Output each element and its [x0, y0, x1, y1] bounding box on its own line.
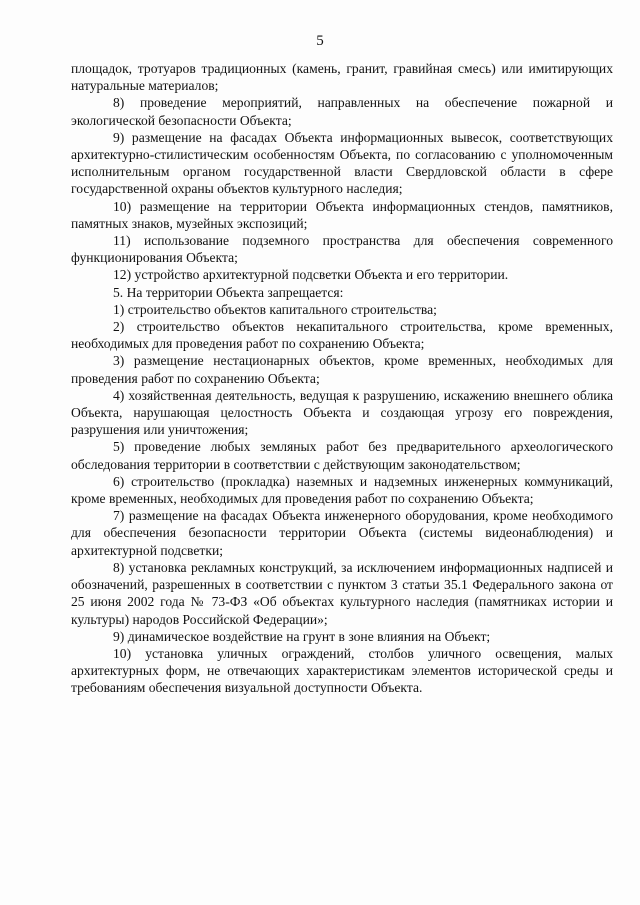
- prohibited-item-4: 4) хозяйственная деятельность, ведущая к разрушению, искажению внешнего облика Объекта, нарушающая целостность Объекта и создающая угрозу его повреждения, разрушения или уничтожения;: [71, 387, 613, 438]
- prohibited-item-3: 3) размещение нестационарных объектов, кроме временных, необходимых для проведения работ по сохранению Объекта;: [71, 353, 613, 386]
- prohibited-item-1: 1) строительство объектов капитального строительства;: [113, 301, 437, 317]
- paragraph-item-9-signage: 9) размещение на фасадах Объекта информационных вывесок, соответствующих архитектурно-стилистическим особенностям Объекта, по согласованию с уполномоченным исполнительным органом государственной власти Свердловской области в сфере государственной охраны объектов культурного наследия;: [71, 129, 613, 197]
- prohibited-item-8: 8) установка рекламных конструкций, за исключением информационных надписей и обозначений, разрешенных в соответствии с пунктом 3 статьи 35.1 Федерального закона от 25 июня 2002 года № 73-ФЗ «Об объектах культурного наследия (памятниках истории и культуры) народов Российской Федерации»;: [71, 559, 613, 627]
- prohibited-item-9: 9) динамическое воздействие на грунт в зоне влияния на Объект;: [113, 628, 491, 644]
- page-number: 5: [316, 33, 324, 49]
- paragraph-continuation: площадок, тротуаров традиционных (камень, гранит, гравийная смесь) или имитирующих натуральные материалов;: [71, 61, 613, 94]
- prohibited-item-2: 2) строительство объектов некапитального строительства, кроме временных, необходимых для проведения работ по сохранению Объекта;: [71, 319, 613, 352]
- paragraph-item-10-stands: 10) размещение на территории Объекта информационных стендов, памятников, памятных знаков, музейных экспозиций;: [71, 198, 613, 231]
- document-body: [71, 60, 613, 697]
- prohibited-item-10: 10) установка уличных ограждений, столбов уличного освещения, малых архитектурных форм, не отвечающих характеристикам элементов исторической среды и требованиям обеспечения визуальной доступности Объекта.: [71, 645, 613, 696]
- paragraph-item-11-underground: 11) использование подземного пространства для обеспечения современного функционирования Объекта;: [71, 233, 613, 266]
- prohibited-item-6: 6) строительство (прокладка) наземных и надземных инженерных коммуникаций, кроме временных, необходимых для проведения работ по сохранению Объекта;: [71, 473, 613, 507]
- paragraph-item-12-lighting: 12) устройство архитектурной подсветки Объекта и его территории.: [113, 267, 509, 283]
- prohibited-item-5: 5) проведение любых земляных работ без предварительного археологического обследования территории в соответствии с действующим законодательством;: [71, 439, 613, 472]
- section-heading-prohibited: 5. На территории Объекта запрещается:: [113, 284, 344, 300]
- prohibited-item-7: 7) размещение на фасадах Объекта инженерного оборудования, кроме необходимого для обеспечения безопасности территории Объекта (системы видеонаблюдения) и архитектурной подсветки;: [71, 508, 613, 558]
- paragraph-item-8-fire-safety: 8) проведение мероприятий, направленных на обеспечение пожарной и экологической безопасности Объекта;: [71, 95, 613, 128]
